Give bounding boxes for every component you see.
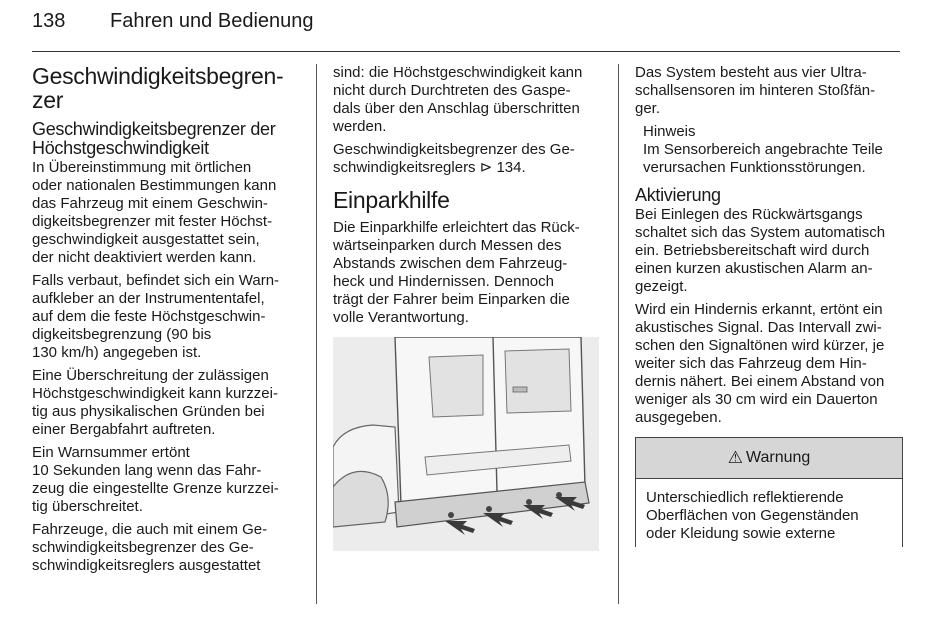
paragraph: Das System besteht aus vier Ultra- schallsensoren im hinteren Stoßfän- ger. (635, 64, 876, 117)
paragraph: Bei Einlegen des Rückwärtsgangs schaltet sich das System automatisch ein. Betriebsbereitschaft wird durch einen kurzen akustischen Alarm an- gezeigt. (635, 206, 886, 295)
paragraph: sind: die Höchstgeschwindigkeit kann nicht durch Durchtreten des Gaspe- dals über den Anschlag überschritten werden. (333, 64, 583, 135)
warning-label: Warnung (745, 449, 811, 466)
column-1 (32, 64, 300, 580)
note-label: Hinweis (643, 123, 696, 140)
paragraph: Ein Warnsummer ertönt 10 Sekunden lang wenn das Fahr- zeug die eingestellte Grenze kurzzei- tig überschreitet. (32, 444, 279, 515)
warning-box (635, 437, 903, 547)
column-divider (618, 64, 619, 604)
warning-triangle-icon: ⚠ (727, 448, 743, 467)
note-box (643, 123, 905, 177)
page-number: 138 (32, 10, 66, 32)
paragraph: In Übereinstimmung mit örtlichen oder nationalen Bestimmungen kann das Fahrzeug mit einem Geschwin- digkeitsbegrenzer mit fester Höchst- geschwindigkeit ausgestattet sein, der nicht deaktiviert werden kann. (32, 159, 277, 266)
column-divider (316, 64, 317, 604)
paragraph: Falls verbaut, befindet sich ein Warn- aufkleber an der Instrumententafel, auf dem die feste Höchstgeschwin- digkeitsbegrenzung (90 bis 130 km/h) angegeben ist. (32, 272, 280, 361)
paragraph: Wird ein Hindernis erkannt, ertönt ein akustisches Signal. Das Intervall zwi- schen den Signaltönen wird kürzer, je weiter sich das Fahrzeug dem Hin- dernis nähert. Bei einem Abstand von weniger als 30 cm wird ein Dauerton ausgegeben. (635, 301, 885, 426)
note-text: Im Sensorbereich angebrachte Teile verursachen Funktionsstörungen. (643, 141, 883, 176)
column-3 (635, 64, 905, 547)
van-rear-parking-sensors-illustration (333, 337, 599, 551)
column-2 (333, 64, 603, 551)
paragraph: Fahrzeuge, die auch mit einem Ge- schwindigkeitsbegrenzer des Ge- schwindigkeitsreglers ausgestattet (32, 521, 268, 574)
warning-text: Unterschiedlich reflektierende Oberflächen von Gegenständen oder Kleidung sowie externe (646, 489, 859, 542)
paragraph: Die Einparkhilfe erleichtert das Rück- wärtseinparken durch Messen des Abstands zwischen dem Fahrzeug- heck und Hindernissen. Dennoch trägt der Fahrer beim Einparken die volle Verantwortung. (333, 219, 580, 326)
page-header (0, 0, 950, 52)
section-title: Fahren und Bedienung (110, 10, 314, 32)
warning-header (636, 438, 902, 479)
figure-drawing (333, 337, 599, 551)
subsection-heading: Aktivierung (635, 185, 721, 205)
chapter-title: Geschwindigkeitsbegren- zer (32, 63, 284, 113)
section-heading: Einparkhilfe (333, 187, 450, 213)
paragraph: Eine Überschreitung der zulässigen Höchstgeschwindigkeit kann kurzzei- tig aus physikalischen Gründen bei einer Bergabfahrt auftreten. (32, 367, 278, 438)
header-rule (32, 51, 900, 52)
cross-reference[interactable]: Geschwindigkeitsbegrenzer des Ge- schwindigkeitsreglers ⊳ 134. (333, 141, 575, 176)
subsection-title: Geschwindigkeitsbegrenzer der Höchstgeschwindigkeit (32, 119, 276, 158)
